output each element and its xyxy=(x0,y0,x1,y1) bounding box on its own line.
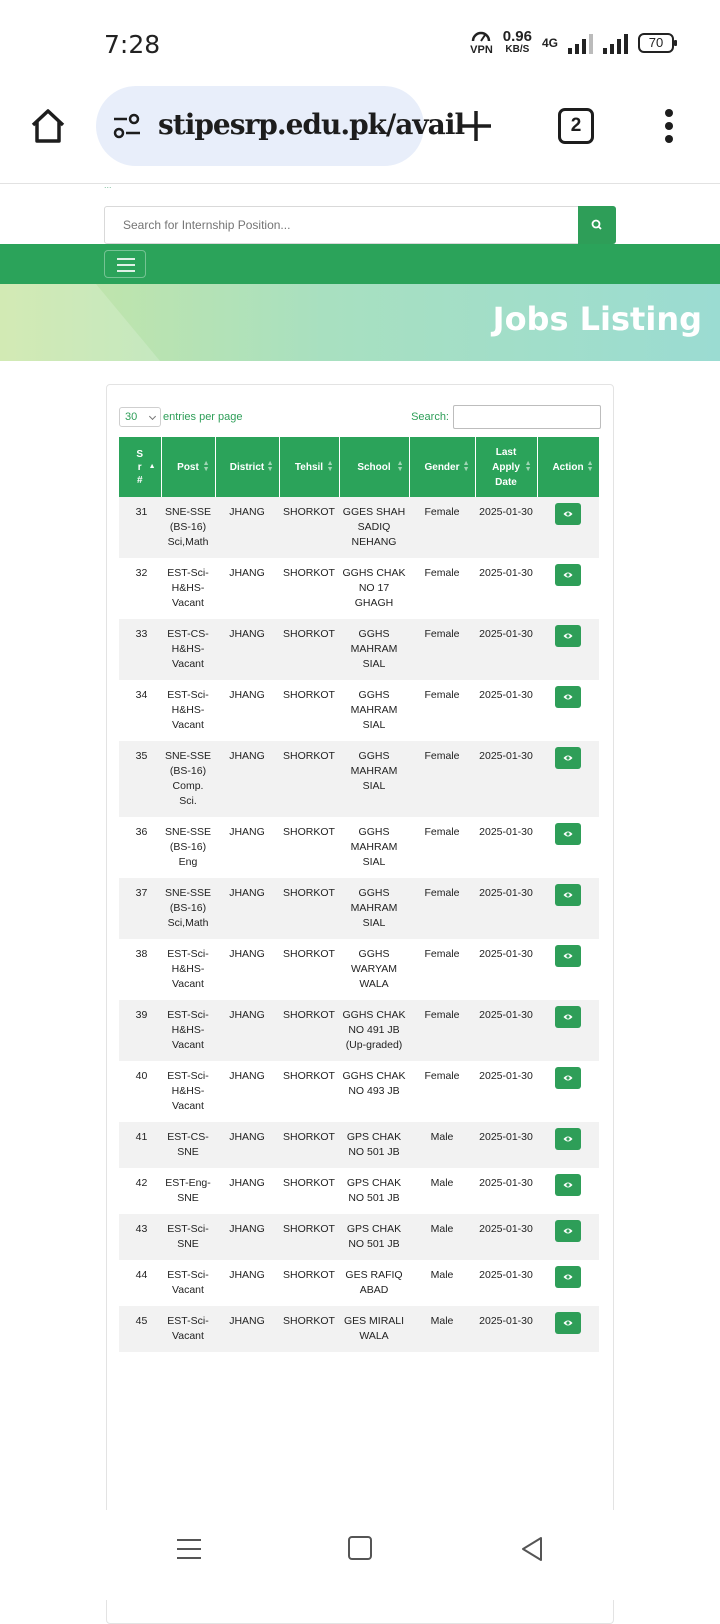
url-text[interactable]: stipesrp.edu.pk/avail xyxy=(158,108,465,141)
cell-school: GGHS MAHRAM SIAL xyxy=(339,619,409,680)
cell-last-apply-date: 2025-01-30 xyxy=(479,1269,533,1281)
eye-icon xyxy=(563,1181,573,1189)
eye-icon xyxy=(563,693,573,701)
cell-last-apply-date: 2025-01-30 xyxy=(479,689,533,701)
view-button[interactable] xyxy=(555,686,581,708)
entries-select[interactable]: 30 xyxy=(119,407,161,427)
cell-sr: 42 xyxy=(135,1177,148,1189)
cell-sr: 34 xyxy=(135,689,148,701)
cell-sr: 32 xyxy=(135,567,148,579)
cell-tehsil: SHORKOT xyxy=(279,497,339,558)
table-row xyxy=(119,878,599,939)
cell-school: GGES SHAH SADIQ NEHANG xyxy=(339,497,409,558)
cell-last-apply-date: 2025-01-30 xyxy=(475,1122,537,1168)
cell-sr: 45 xyxy=(119,1306,161,1352)
view-button[interactable] xyxy=(555,884,581,906)
eye-icon xyxy=(563,1013,573,1021)
search-button[interactable] xyxy=(578,206,616,244)
cell-district: JHANG xyxy=(229,948,265,960)
column-header-school[interactable] xyxy=(339,437,409,497)
nav-band xyxy=(0,244,720,284)
sort-icon: ▲ ▼ xyxy=(396,460,404,473)
column-header-action[interactable] xyxy=(537,437,599,497)
cell-post: SNE-SSE (BS-16) Sci,Math xyxy=(161,878,215,939)
cell-tehsil: SHORKOT xyxy=(279,1122,339,1168)
cell-district: JHANG xyxy=(215,1000,279,1061)
cell-gender: Female xyxy=(409,878,475,939)
page-title: Jobs Listing xyxy=(492,300,702,338)
cell-sr: 31 xyxy=(119,497,161,558)
cell-post: EST-Eng-SNE xyxy=(165,1177,211,1204)
view-button[interactable] xyxy=(555,747,581,769)
view-button[interactable] xyxy=(555,945,581,967)
status-time: 7:28 xyxy=(104,30,161,59)
cell-school: GGHS MAHRAM SIAL xyxy=(339,741,409,817)
cell-action xyxy=(537,878,599,939)
eye-icon xyxy=(563,632,573,640)
view-button[interactable] xyxy=(555,1220,581,1242)
sort-icon: ▲ ▼ xyxy=(462,460,470,473)
column-header-last-apply-date[interactable] xyxy=(475,437,537,497)
cell-district: JHANG xyxy=(215,619,279,680)
cell-action xyxy=(537,1122,599,1168)
cell-gender: Male xyxy=(430,1269,454,1281)
table-search xyxy=(411,405,601,429)
plus-icon[interactable] xyxy=(458,108,494,144)
cell-last-apply-date: 2025-01-30 xyxy=(479,1070,533,1082)
speed-value: 0.96 xyxy=(502,28,532,45)
cell-sr: 38 xyxy=(135,948,148,960)
entries-control xyxy=(119,407,243,427)
eye-icon xyxy=(563,830,573,838)
cell-action xyxy=(537,939,599,1000)
cell-tehsil: SHORKOT xyxy=(279,1306,339,1352)
cell-school: GGHS MAHRAM SIAL xyxy=(350,689,398,731)
more-vert-icon[interactable] xyxy=(664,108,674,144)
view-button[interactable] xyxy=(555,1067,581,1089)
cell-post: SNE-SSE (BS-16) Sci,Math xyxy=(161,497,215,558)
cell-last-apply-date: 2025-01-30 xyxy=(479,567,533,579)
cell-post: EST-Sci-H&HS-Vacant xyxy=(167,1070,209,1112)
cell-school: GGHS CHAK NO 493 JB xyxy=(342,1070,406,1097)
cell-district: JHANG xyxy=(215,497,279,558)
cell-post: SNE-SSE (BS-16) Eng xyxy=(164,826,212,868)
eye-icon xyxy=(563,754,573,762)
cell-last-apply-date: 2025-01-30 xyxy=(475,497,537,558)
cell-action xyxy=(537,558,599,619)
cell-tehsil: SHORKOT xyxy=(283,1269,335,1281)
cell-sr: 36 xyxy=(135,826,148,838)
sort-icon: ▲ ▼ xyxy=(266,460,274,473)
tune-icon[interactable] xyxy=(112,112,142,140)
cell-post: EST-Sci-H&HS-Vacant xyxy=(167,689,209,731)
eye-icon xyxy=(563,1135,573,1143)
table-row xyxy=(119,1168,599,1214)
view-button[interactable] xyxy=(555,1266,581,1288)
cell-gender: Female xyxy=(424,948,460,960)
cell-last-apply-date: 2025-01-30 xyxy=(475,878,537,939)
cell-post: EST-Sci-H&HS-Vacant xyxy=(161,1000,215,1061)
table-row xyxy=(119,939,599,1000)
cell-district: JHANG xyxy=(215,1122,279,1168)
cell-last-apply-date: 2025-01-30 xyxy=(479,1177,533,1189)
column-header-tehsil[interactable] xyxy=(279,437,339,497)
cell-post: EST-Sci-H&HS-Vacant xyxy=(167,567,209,609)
network-speed xyxy=(503,30,532,56)
address-bar[interactable] xyxy=(96,86,465,166)
network-type: 4G xyxy=(541,36,558,50)
cell-action xyxy=(537,680,599,741)
battery-icon: 70 xyxy=(638,33,674,53)
cell-district: JHANG xyxy=(229,689,265,701)
cell-gender: Female xyxy=(424,689,460,701)
cell-district: JHANG xyxy=(215,1306,279,1352)
cell-tehsil: SHORKOT xyxy=(283,948,335,960)
cell-action xyxy=(537,1168,599,1214)
table-header-row xyxy=(119,437,599,497)
status-bar xyxy=(0,0,720,86)
sort-icon: ▲ ▼ xyxy=(586,460,594,473)
cell-gender: Female xyxy=(424,567,460,579)
table-body xyxy=(119,497,599,1352)
cell-school: GGHS MAHRAM SIAL xyxy=(339,878,409,939)
cell-action xyxy=(537,619,599,680)
view-button[interactable] xyxy=(555,1128,581,1150)
cell-gender: Female xyxy=(409,497,475,558)
cell-district: JHANG xyxy=(215,878,279,939)
view-button[interactable] xyxy=(555,823,581,845)
cell-school: GPS CHAK NO 501 JB xyxy=(339,1122,409,1168)
eye-icon xyxy=(563,571,573,579)
cell-sr: 33 xyxy=(119,619,161,680)
column-header-district[interactable] xyxy=(215,437,279,497)
cell-sr: 35 xyxy=(119,741,161,817)
signal-1-icon xyxy=(568,32,593,54)
header-school-label: School xyxy=(357,461,391,473)
cell-last-apply-date: 2025-01-30 xyxy=(479,826,533,838)
page-hero xyxy=(0,284,720,361)
entries-label: entries per page xyxy=(163,411,243,423)
recent-apps-icon[interactable] xyxy=(176,1536,202,1562)
cell-sr: 44 xyxy=(135,1269,148,1281)
column-header-gender[interactable] xyxy=(409,437,475,497)
column-header-post[interactable] xyxy=(161,437,215,497)
table-row xyxy=(119,1306,599,1352)
header-date-label: Last Apply Date xyxy=(492,446,520,488)
table-row xyxy=(119,619,599,680)
cell-school: GGHS MAHRAM SIAL xyxy=(350,826,398,868)
cell-district: JHANG xyxy=(229,1269,265,1281)
jobs-table xyxy=(119,437,600,1352)
cell-sr: 39 xyxy=(119,1000,161,1061)
search-icon xyxy=(578,206,616,244)
internship-search xyxy=(104,206,616,244)
cell-sr: 41 xyxy=(119,1122,161,1168)
cell-post: EST-Sci-SNE xyxy=(161,1214,215,1260)
table-row xyxy=(119,741,599,817)
cell-action xyxy=(537,1260,599,1306)
cell-action xyxy=(537,1214,599,1260)
sort-asc-icon: ▲ xyxy=(148,463,156,470)
sort-icon: ▲ ▼ xyxy=(326,460,334,473)
vpn-icon xyxy=(470,30,493,56)
signal-2-icon xyxy=(603,32,628,54)
cell-gender: Male xyxy=(409,1214,475,1260)
breadcrumb: ... xyxy=(104,180,112,190)
cell-sr: 40 xyxy=(135,1070,148,1082)
cell-gender: Male xyxy=(430,1177,454,1189)
table-row xyxy=(119,558,599,619)
cell-action xyxy=(537,817,599,878)
cell-tehsil: SHORKOT xyxy=(279,1000,339,1061)
table-search-input[interactable] xyxy=(453,405,601,429)
cell-last-apply-date: 2025-01-30 xyxy=(475,1306,537,1352)
cell-school: GES MIRALI WALA xyxy=(339,1306,409,1352)
cell-last-apply-date: 2025-01-30 xyxy=(479,948,533,960)
header-sr-label: S r # xyxy=(136,448,144,486)
cell-district: JHANG xyxy=(215,741,279,817)
header-post-label: Post xyxy=(177,461,199,473)
header-action-label: Action xyxy=(552,461,584,473)
cell-tehsil: SHORKOT xyxy=(279,1214,339,1260)
cell-tehsil: SHORKOT xyxy=(279,741,339,817)
view-button[interactable] xyxy=(555,1006,581,1028)
cell-district: JHANG xyxy=(229,826,265,838)
cell-last-apply-date: 2025-01-30 xyxy=(475,619,537,680)
sort-icon: ▲ ▼ xyxy=(202,460,210,473)
header-gender-label: Gender xyxy=(424,461,460,473)
view-button[interactable] xyxy=(555,1174,581,1196)
eye-icon xyxy=(563,952,573,960)
cell-post: EST-CS-H&HS-Vacant xyxy=(161,619,215,680)
hero-decoration xyxy=(0,284,160,361)
cell-post: EST-Sci-Vacant xyxy=(167,1269,209,1296)
table-row xyxy=(119,1214,599,1260)
cell-school: GGHS WARYAM WALA xyxy=(351,948,397,990)
cell-gender: Male xyxy=(409,1306,475,1352)
back-icon[interactable] xyxy=(520,1536,544,1562)
cell-district: JHANG xyxy=(229,1177,265,1189)
cell-last-apply-date: 2025-01-30 xyxy=(475,1000,537,1061)
cell-action xyxy=(537,741,599,817)
cell-action xyxy=(537,1061,599,1122)
eye-icon xyxy=(563,1319,573,1327)
cell-post: EST-Sci-Vacant xyxy=(161,1306,215,1352)
cell-post: SNE-SSE (BS-16) Comp. Sci. xyxy=(161,741,215,817)
eye-icon xyxy=(563,1273,573,1281)
cell-tehsil: SHORKOT xyxy=(283,1177,335,1189)
system-nav-bar xyxy=(0,1510,720,1600)
cell-last-apply-date: 2025-01-30 xyxy=(475,1214,537,1260)
cell-post: EST-Sci-H&HS-Vacant xyxy=(167,948,209,990)
cell-tehsil: SHORKOT xyxy=(283,1070,335,1082)
cell-gender: Female xyxy=(424,826,460,838)
cell-district: JHANG xyxy=(229,1070,265,1082)
view-button[interactable] xyxy=(555,625,581,647)
cell-post: EST-CS-SNE xyxy=(161,1122,215,1168)
column-header-sr[interactable] xyxy=(119,437,161,497)
cell-action xyxy=(537,497,599,558)
cell-tehsil: SHORKOT xyxy=(283,567,335,579)
browser-toolbar xyxy=(0,86,720,184)
table-row xyxy=(119,1260,599,1306)
cell-gender: Female xyxy=(409,619,475,680)
sort-icon: ▲ ▼ xyxy=(524,460,532,473)
home-icon[interactable] xyxy=(28,106,68,146)
eye-icon xyxy=(563,1074,573,1082)
jobs-card xyxy=(106,384,614,1624)
cell-gender: Female xyxy=(424,1070,460,1082)
table-row xyxy=(119,817,599,878)
table-row xyxy=(119,1122,599,1168)
cell-school: GPS CHAK NO 501 JB xyxy=(346,1177,402,1204)
cell-action xyxy=(537,1000,599,1061)
vpn-label: VPN xyxy=(470,44,493,56)
eye-icon xyxy=(563,891,573,899)
cell-sr: 43 xyxy=(119,1214,161,1260)
speed-unit: KB/S xyxy=(505,44,530,55)
hamburger-icon[interactable] xyxy=(104,250,146,278)
table-row xyxy=(119,497,599,558)
header-tehsil-label: Tehsil xyxy=(294,461,324,473)
eye-icon xyxy=(563,1227,573,1235)
table-row xyxy=(119,1061,599,1122)
eye-icon xyxy=(563,510,573,518)
cell-school: GGHS CHAK NO 17 GHAGH xyxy=(342,567,406,609)
cell-school: GES RAFIQ ABAD xyxy=(345,1269,403,1296)
tab-switcher-button[interactable]: 2 xyxy=(558,108,594,144)
cell-tehsil: SHORKOT xyxy=(283,689,335,701)
cell-tehsil: SHORKOT xyxy=(279,619,339,680)
view-button[interactable] xyxy=(555,564,581,586)
table-search-label: Search: xyxy=(411,411,449,423)
table-row xyxy=(119,1000,599,1061)
cell-tehsil: SHORKOT xyxy=(283,826,335,838)
cell-sr: 37 xyxy=(119,878,161,939)
cell-school: GGHS CHAK NO 491 JB (Up-graded) xyxy=(339,1000,409,1061)
home-nav-icon[interactable] xyxy=(348,1536,372,1560)
cell-action xyxy=(537,1306,599,1352)
cell-gender: Female xyxy=(409,1000,475,1061)
cell-last-apply-date: 2025-01-30 xyxy=(475,741,537,817)
header-district-label: District xyxy=(229,461,265,473)
table-row xyxy=(119,680,599,741)
view-button[interactable] xyxy=(555,1312,581,1334)
cell-gender: Male xyxy=(409,1122,475,1168)
status-icons xyxy=(470,30,674,56)
search-input[interactable] xyxy=(105,207,579,243)
cell-school: GPS CHAK NO 501 JB xyxy=(339,1214,409,1260)
cell-district: JHANG xyxy=(229,567,265,579)
cell-district: JHANG xyxy=(215,1214,279,1260)
cell-gender: Female xyxy=(409,741,475,817)
cell-tehsil: SHORKOT xyxy=(279,878,339,939)
view-button[interactable] xyxy=(555,503,581,525)
